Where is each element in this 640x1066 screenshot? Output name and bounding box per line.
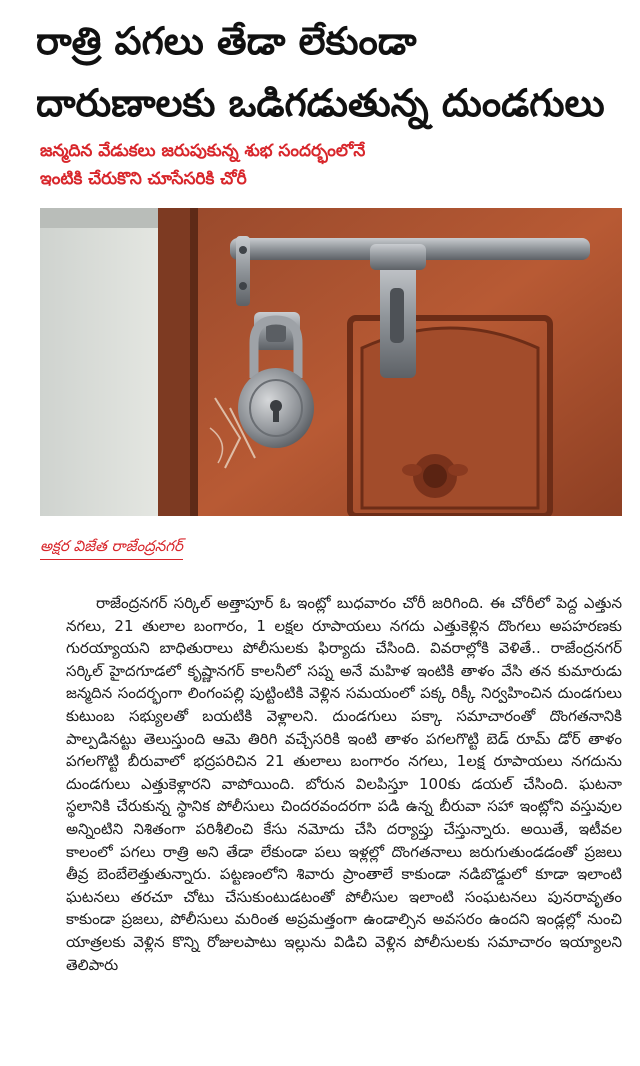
subheadline-line-1: జన్మదిన వేడుకలు జరుపుకున్న శుభ సందర్భంలోనే [40, 141, 366, 161]
headline-line-1: రాత్రి పగలు తేడా లేకుండా [36, 19, 417, 63]
subheadline-line-2: ఇంటికి చేరుకొని చూసేసరికి చోరీ [40, 169, 247, 189]
locked-door-photo [40, 208, 622, 516]
byline: అక్షర విజేత రాజేంద్రనగర్ [40, 535, 183, 560]
headline-line-2: దారుణాలకు ఒడిగడుతున్న దుండగులు [36, 81, 605, 125]
article-body: రాజేంద్రనగర్ సర్కిల్ అత్తాపూర్ ఓ ఇంట్లో బుధవారం చోరీ జరిగింది. ఈ చోరీలో పెద్ద ఎత్తున నగలు, 21 తులాల బంగారం, 1 లక్షల రూపాయలు నగదు ఎత్తుకెళ్లిన దొంగలు అపహరణకు గురయ్యాయని బాధితురాలు పోలీసులకు ఫిర్యాదు చేసింది. వివరాల్లోకి వెళితే.. రాజేంద్రనగర్ సర్కిల్ హైదగూడలో కృష్ణానగర్ కాలనీలో సప్న అనే మహిళ ఇంటికి తాళం వేసి తన కుమారుడు జన్మదిన సందర్భంగా లింగంపల్లి పుట్టింటికి వెళ్లిన సమయంలో పక్క రిక్కీ నిర్వహించిన దుండగులు కుటుంబ సభ్యులతో బయటికి వెళ్లాలని. దుండగులు పక్కా సమాచారంతో దొంగతనానికి పాల్పడినట్టు తెలుస్తుంది ఆమె తిరిగి వచ్చేసరికి ఇంటి తాళం పగలగొట్టి బెడ్ రూమ్ డోర్ తాళం పగలగొట్టి బీరువాలో భద్రపరిచిన 21 తులాలు బంగారం నగలు, 1లక్ష రూపాయలు నగదును దుండగులు ఎత్తుకెళ్లారని వాపోయింది. బోరున విలపిస్తూ 100కు డయల్ చేసింది. ఘటనా స్థలానికి చేరుకున్న స్థానిక పోలీసులు చిందరవందరగా పడి ఉన్న బీరువా సహా ఇంట్లోని వస్తువుల అన్నింటిని నిశితంగా పరిశీలించి కేసు నమోదు చేసి దర్యాప్తు చేస్తున్నారు. అయితే, ఇటీవల కాలంలో పగలు రాత్రి అని తేడా లేకుండా పలు ఇళ్లల్లో దొంగతనాలు జరుగుతుండడంతో ప్రజలు తీవ్ర బెంబేలెత్తుతున్నారు. పట్టణంలోని శివారు ప్రాంతాలే కాకుండా నడిబొడ్డులో కూడా ఇలాంటి ఘటనలు తరచూ చోటు చేసుకుంటుడటంతో పోలీసుల ఇలాంటి సంఘటనలు పునరావృతం కాకుండా ప్రజలు, పోలీసులు మరింత అప్రమత్తంగా ఉండాల్సిన అవసరం ఉందని ఇండ్లల్లో నుంచి యాత్రలకు వెళ్లిన కొన్ని రోజులపాటు ఇల్లును విడిచి వెళ్లిన పోలీసులకు సమాచారం ఇయ్యాలని తెలిపారు [66, 594, 622, 974]
